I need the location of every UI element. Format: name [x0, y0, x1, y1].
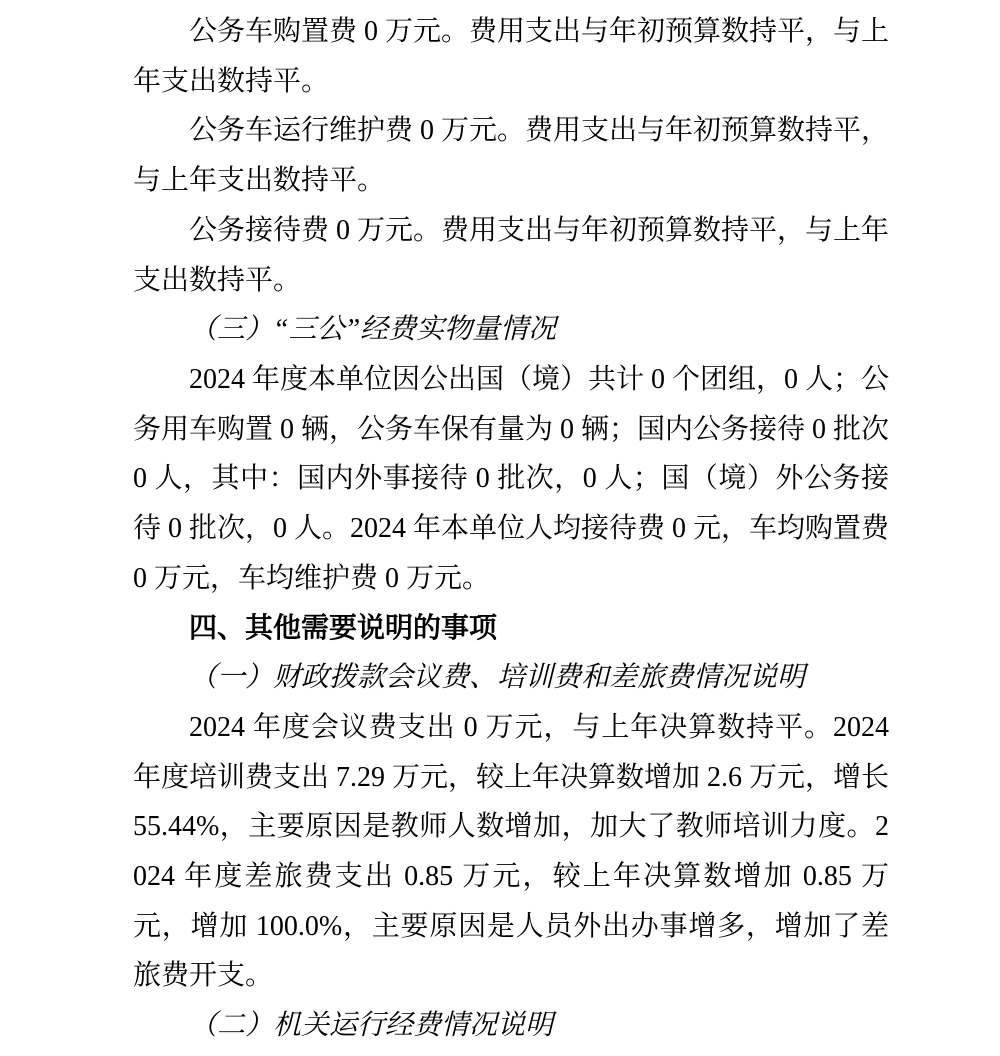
paragraph-official-car-maintenance-fee: 公务车运行维护费 0 万元。费用支出与年初预算数持平，与上年支出数持平。 [133, 115, 890, 197]
paragraph-physical-quantity-details: 2024 年度本单位因公出国（境）共计 0 个团组，0 人；公务用车购置 0 辆，公务车保有量为 0 辆；国内公务接待 0 批次 0 人，其中：国内外事接待 0 批次，0 人；国（境）外公务接待 0 批次，0 人。2024 年本单位人均接待费 0 元，车均购置费 0 万元，车均维护费 0 万元。 [133, 363, 890, 594]
subheading-three-public-funds-physical-quantity: （三）“三公”经费实物量情况 [189, 314, 557, 346]
paragraph-official-reception-fee: 公务接待费 0 万元。费用支出与年初预算数持平，与上年支出数持平。 [133, 214, 890, 296]
subheading-agency-operating-expenses: （二）机关运行经费情况说明 [189, 1010, 554, 1042]
heading-section-4-other-matters: 四、其他需要说明的事项 [189, 612, 498, 644]
paragraph-meeting-training-travel-details: 2024 年度会议费支出 0 万元，与上年决算数持平。2024 年度培训费支出 7.29 万元，较上年决算数增加 2.6 万元，增长 55.44%，主要原因是教师人数增加，加大了教师培训力度。2024 年度差旅费支出 0.85 万元，较上年决算数增加 0.85 万元，增加 100.0%，主要原因是人员外出办事增多，增加了差旅费开支。 [133, 711, 890, 992]
subheading-meeting-training-travel-fees: （一）财政拨款会议费、培训费和差旅费情况说明 [189, 662, 806, 694]
paragraph-official-car-purchase-fee: 公务车购置费 0 万元。费用支出与年初预算数持平，与上年支出数持平。 [133, 16, 890, 97]
